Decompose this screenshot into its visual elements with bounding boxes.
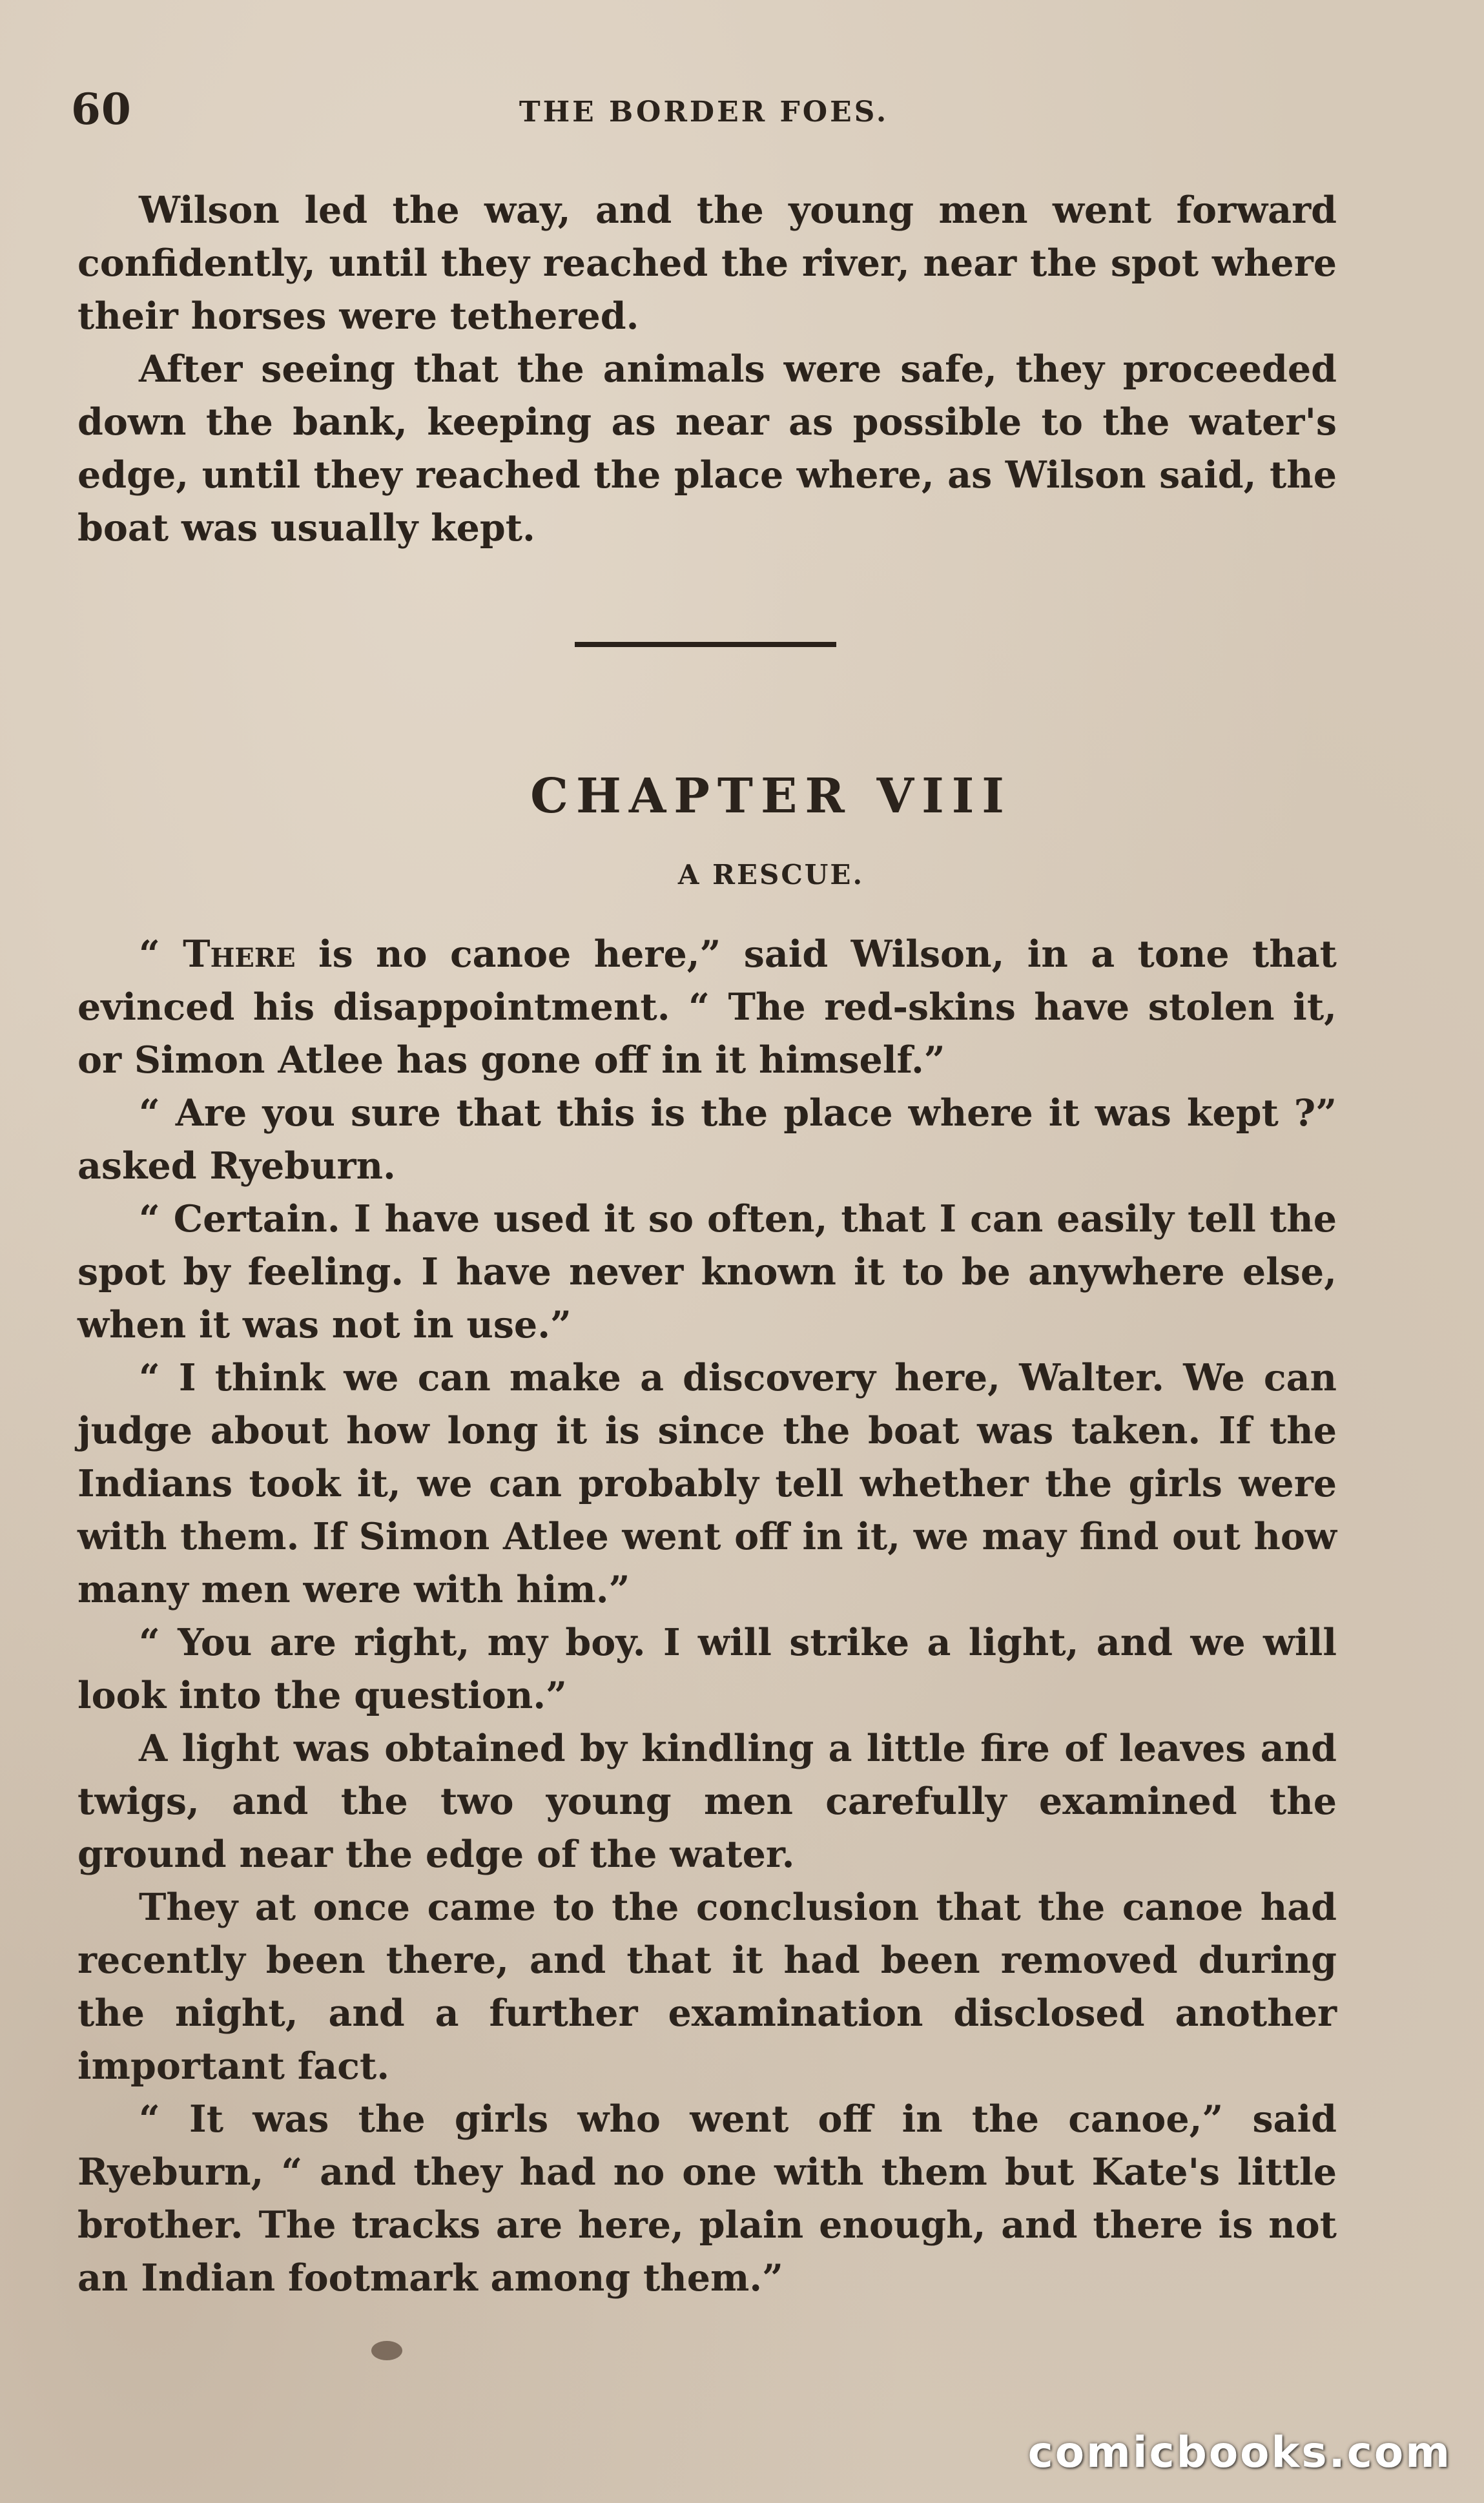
opening-paragraph-text: is no canoe here,” said Wilson, in a tone that evinced his disappointment. “ The red-skins have stolen it, or Simon Atlee has gone off in it himself.” xyxy=(77,932,1337,1082)
opening-word: “ There xyxy=(139,932,296,976)
page-number: 60 xyxy=(71,84,132,134)
ink-blot xyxy=(371,2341,402,2360)
paragraph: After seeing that the animals were safe, they proceeded down the bank, keeping as near as possible to the water's edge, until they reached the place where, as Wilson said, the boat was usually kept. xyxy=(77,347,1337,550)
watermark: comicbooks.com xyxy=(1027,2427,1452,2477)
paragraph: They at once came to the conclusion that the canoe had recently been there, and that it had been removed during the night, and a further examination disclosed another important fact. xyxy=(77,1886,1337,2088)
text-block-top xyxy=(77,184,1337,555)
chapter-title: CHAPTER VIII xyxy=(530,768,1012,824)
paragraph: “ I think we can make a discovery here, Walter. We can judge about how long it is since the boat was taken. If the Indians took it, we can probably tell whether the girls were with them. If Simon Atlee went off in it, we may find out how many men were with him.” xyxy=(77,1356,1337,1611)
paragraph: A light was obtained by kindling a little fire of leaves and twigs, and the two young men carefully examined the ground near the edge of the water. xyxy=(77,1727,1337,1876)
paragraph: Wilson led the way, and the young men went forward confidently, until they reached the river, near the spot where their horses were tethered. xyxy=(77,189,1337,338)
paragraph: “ It was the girls who went off in the canoe,” said Ryeburn, “ and they had no one with them but Kate's little brother. The tracks are here, plain enough, and there is not an Indian footmark among them.” xyxy=(77,2097,1337,2300)
chapter-subtitle: A RESCUE. xyxy=(677,859,865,891)
section-divider xyxy=(575,642,836,647)
running-head: THE BORDER FOES. xyxy=(519,96,889,129)
paragraph: “ You are right, my boy. I will strike a light, and we will look into the question.” xyxy=(77,1621,1337,1717)
paragraph xyxy=(77,928,1337,1087)
page-header xyxy=(71,84,1337,142)
text-block-chapter xyxy=(77,928,1337,2305)
paragraph: “ Are you sure that this is the place where it was kept ?” asked Ryeburn. xyxy=(77,1091,1337,1188)
paragraph: “ Certain. I have used it so often, that I can easily tell the spot by feeling. I have never known it to be anywhere else, when it was not in use.” xyxy=(77,1197,1337,1346)
